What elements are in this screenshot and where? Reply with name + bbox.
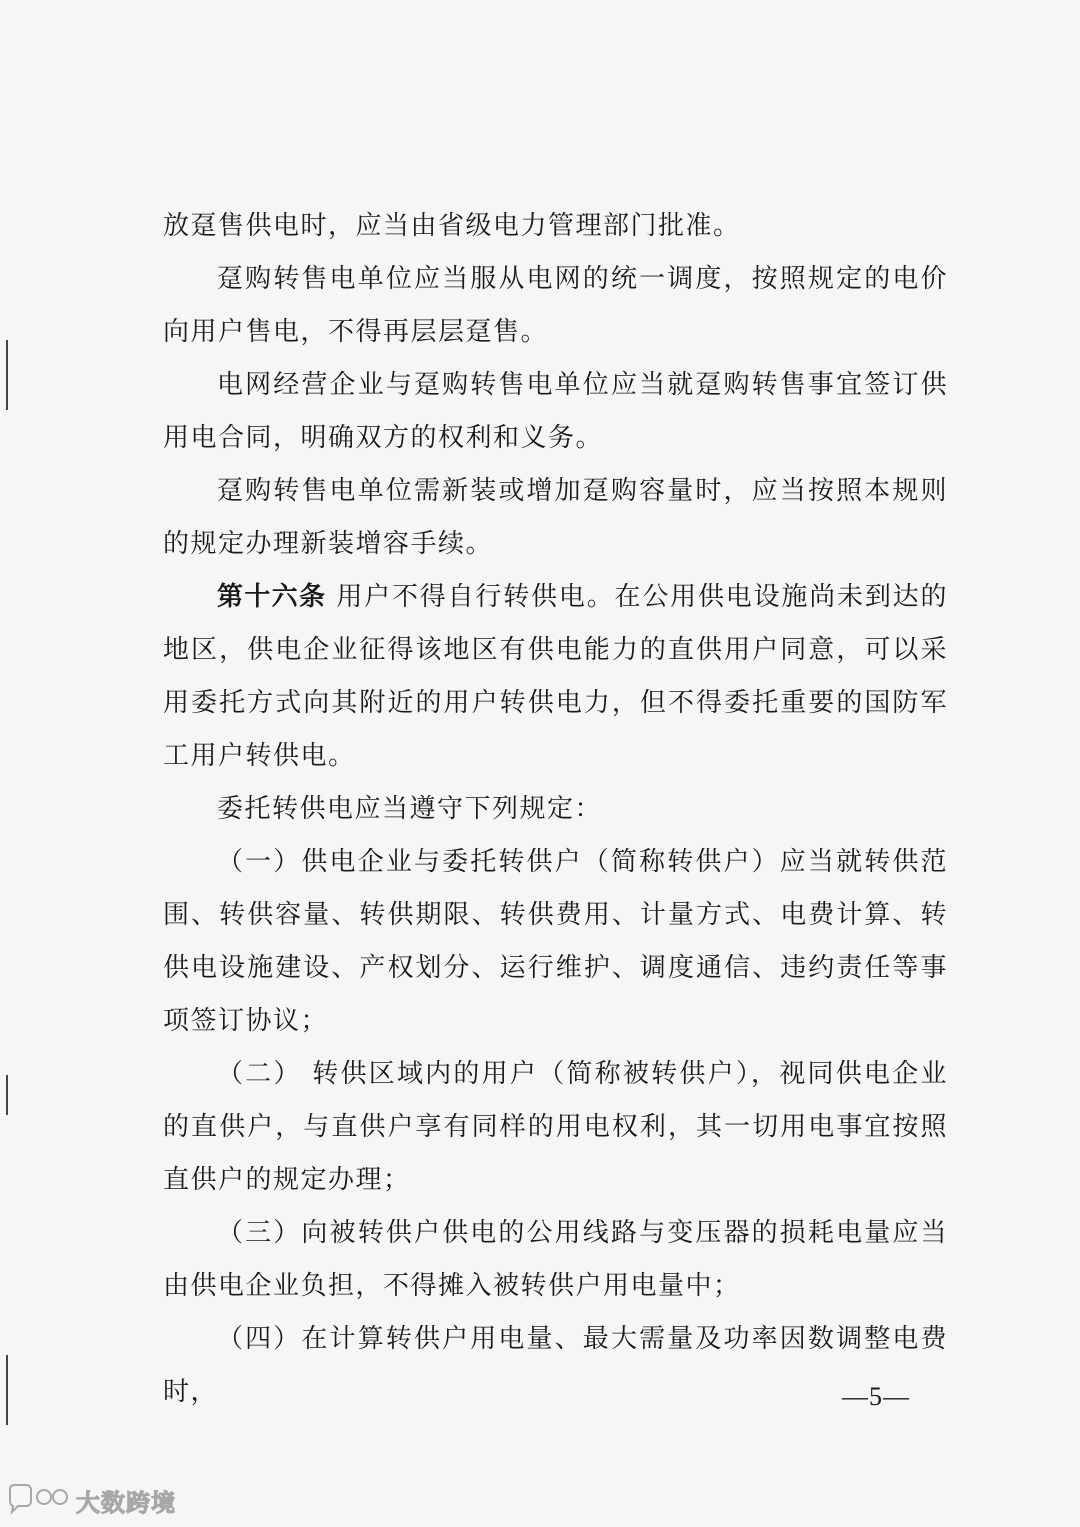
scan-edge-mark [6,1355,8,1425]
document-body [163,200,948,1419]
paragraph [163,200,948,253]
paragraph-text: （二） 转供区域内的用户（简称被转供户），视同供电企业的直供户，与直供户享有同样的用电权利，其一切用电事宜按照直供户的规定办理； [163,1059,948,1195]
article-paragraph [163,571,948,783]
paragraph-text: 委托转供电应当遵守下列规定： [217,794,603,824]
paragraph-text: 电网经营企业与趸购转售电单位应当就趸购转售事宜签订供用电合同，明确双方的权利和义务。 [163,370,948,453]
paragraph-text: 放趸售供电时，应当由省级电力管理部门批准。 [163,211,741,241]
paragraph [163,359,948,465]
watermark-text: 大数跨境 [76,1488,176,1517]
chat-bubble-logo-icon [4,1483,70,1517]
article-title: 第十六条 [217,582,327,612]
list-item [163,1048,948,1207]
watermark [4,1480,176,1520]
list-item [163,836,948,1048]
list-item [163,1313,948,1419]
list-item [163,1207,948,1313]
scan-edge-mark [6,1075,8,1115]
paragraph [163,253,948,359]
paragraph-text: 趸购转售电单位需新装或增加趸购容量时，应当按照本规则的规定办理新装增容手续。 [163,476,948,559]
scan-edge-mark [6,340,8,410]
paragraph-text: 用户不得自行转供电。在公用供电设施尚未到达的地区，供电企业征得该地区有供电能力的直供用户同意，可以采用委托方式向其附近的用户转供电力，但不得委托重要的国防军工用户转供电。 [163,582,948,771]
page-number: —5— [842,1382,910,1411]
paragraph-text: （四）在计算转供户用电量、最大需量及功率因数调整电费时， [163,1324,948,1407]
paragraph-text: （三）向被转供户供电的公用线路与变压器的损耗电量应当由供电企业负担，不得摊入被转供户用电量中； [163,1218,948,1301]
paragraph [163,783,948,836]
paragraph [163,465,948,571]
paragraph-text: （一）供电企业与委托转供户（简称转供户）应当就转供范围、转供容量、转供期限、转供费用、计量方式、电费计算、转供电设施建设、产权划分、运行维护、调度通信、违约责任等事项签订协议； [163,847,948,1036]
paragraph-text: 趸购转售电单位应当服从电网的统一调度，按照规定的电价向用户售电，不得再层层趸售。 [163,264,948,347]
